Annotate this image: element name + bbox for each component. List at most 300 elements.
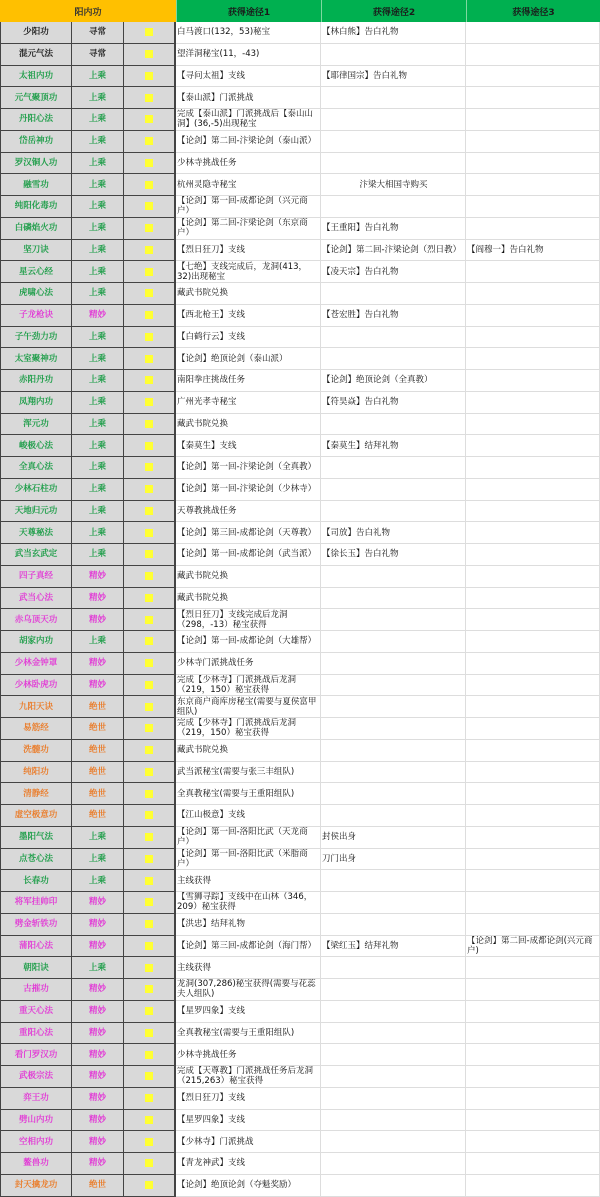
- table-row: [0, 1044, 600, 1066]
- table-row: [0, 740, 600, 762]
- table-row: [0, 479, 600, 501]
- skill-name: 空相内功: [0, 1131, 72, 1153]
- yellow-marker-icon: [145, 659, 153, 667]
- path2-cell: [321, 109, 466, 131]
- path1-cell: 【论剑】绝顶论剑（夺魁奖励）: [176, 1175, 321, 1197]
- marker-cell: [124, 348, 176, 370]
- marker-cell: [124, 892, 176, 914]
- path2-cell: [321, 1088, 466, 1110]
- yellow-marker-icon: [145, 855, 153, 863]
- skill-grade: 上乘: [72, 414, 124, 436]
- yellow-marker-icon: [145, 1051, 153, 1059]
- path1-cell: 少林寺挑战任务: [176, 153, 321, 175]
- yellow-marker-icon: [145, 985, 153, 993]
- table-row: [0, 979, 600, 1001]
- path3-cell: [466, 1001, 600, 1023]
- yellow-marker-icon: [145, 790, 153, 798]
- path1-cell: 【江山极意】支线: [176, 805, 321, 827]
- skill-name: 长春功: [0, 870, 72, 892]
- skill-grade: 绝世: [72, 740, 124, 762]
- path1-cell: 【论剑】第一回-成都论剑（兴元商户）: [176, 196, 321, 218]
- marker-cell: [124, 66, 176, 88]
- marker-cell: [124, 675, 176, 697]
- table-row: [0, 131, 600, 153]
- yellow-marker-icon: [145, 224, 153, 232]
- marker-cell: [124, 544, 176, 566]
- table-row: [0, 522, 600, 544]
- table-row: [0, 827, 600, 849]
- table-row: [0, 957, 600, 979]
- skill-name: 武当心法: [0, 588, 72, 610]
- skill-name: 太祖内功: [0, 66, 72, 88]
- path1-cell: 【寻问太祖】支线: [176, 66, 321, 88]
- path3-cell: [466, 1023, 600, 1045]
- skill-grade: 上乘: [72, 631, 124, 653]
- path3-cell: [466, 66, 600, 88]
- skill-name: 少林卧虎功: [0, 675, 72, 697]
- table-row: [0, 544, 600, 566]
- path3-cell: [466, 1175, 600, 1197]
- path2-cell: [321, 675, 466, 697]
- marker-cell: [124, 522, 176, 544]
- table-row: [0, 783, 600, 805]
- skill-name: 纯阳化毒功: [0, 196, 72, 218]
- table-row: [0, 1131, 600, 1153]
- path2-cell: [321, 566, 466, 588]
- path3-cell: [466, 218, 600, 240]
- path1-cell: 完成【少林寺】门派挑战后龙洞（219，150）秘宝获得: [176, 675, 321, 697]
- path3-cell: [466, 805, 600, 827]
- table-row: [0, 1023, 600, 1045]
- path2-cell: [321, 957, 466, 979]
- path1-cell: 望洋洞秘宝(11，-43): [176, 44, 321, 66]
- marker-cell: [124, 283, 176, 305]
- path3-cell: [466, 762, 600, 784]
- skill-grade: 精妙: [72, 1153, 124, 1175]
- path3-cell: [466, 783, 600, 805]
- table-row: [0, 240, 600, 262]
- path1-cell: 藏武书院兑换: [176, 740, 321, 762]
- skill-grade: 上乘: [72, 261, 124, 283]
- path1-cell: 广州光孝寺秘宝: [176, 392, 321, 414]
- table-row: [0, 609, 600, 631]
- table-row: [0, 457, 600, 479]
- path2-cell: 汴梁大相国寺购买: [321, 174, 466, 196]
- marker-cell: [124, 479, 176, 501]
- path2-cell: [321, 131, 466, 153]
- table-row: [0, 327, 600, 349]
- yellow-marker-icon: [145, 1138, 153, 1146]
- skill-grade: 精妙: [72, 609, 124, 631]
- path2-cell: 【论剑】第二回-汴梁论剑（烈日教）: [321, 240, 466, 262]
- marker-cell: [124, 827, 176, 849]
- skill-name: 看门罗汉功: [0, 1044, 72, 1066]
- path2-cell: 【林白熊】告白礼物: [321, 22, 466, 44]
- skill-grade: 寻常: [72, 44, 124, 66]
- path1-cell: 藏武书院兑换: [176, 588, 321, 610]
- marker-cell: [124, 1023, 176, 1045]
- table-row: [0, 870, 600, 892]
- path2-cell: [321, 283, 466, 305]
- yellow-marker-icon: [145, 1094, 153, 1102]
- table-row: [0, 87, 600, 109]
- path1-cell: 【烈日狂刀】支线: [176, 240, 321, 262]
- yellow-marker-icon: [145, 724, 153, 732]
- marker-cell: [124, 305, 176, 327]
- skill-name: 岱岳神功: [0, 131, 72, 153]
- skill-grade: 上乘: [72, 327, 124, 349]
- skill-name: 子龙枪诀: [0, 305, 72, 327]
- path1-cell: 白马渡口(132，53)秘宝: [176, 22, 321, 44]
- table-row: [0, 914, 600, 936]
- table-row: [0, 566, 600, 588]
- yellow-marker-icon: [145, 898, 153, 906]
- skill-grade: 精妙: [72, 914, 124, 936]
- skill-grade: 上乘: [72, 218, 124, 240]
- yellow-marker-icon: [145, 202, 153, 210]
- path1-cell: 【论剑】第三回-成都论剑（天尊教）: [176, 522, 321, 544]
- yellow-marker-icon: [145, 268, 153, 276]
- path2-cell: 封侯出身: [321, 827, 466, 849]
- path1-cell: 【七绝】支线完成后，龙洞(413，32)出现秘宝: [176, 261, 321, 283]
- yellow-marker-icon: [145, 594, 153, 602]
- path1-cell: 东京商户商库房秘宝(需要与夏侯富甲组队): [176, 696, 321, 718]
- path2-cell: [321, 653, 466, 675]
- path2-cell: [321, 1110, 466, 1132]
- path3-cell: [466, 588, 600, 610]
- path3-cell: [466, 1088, 600, 1110]
- skill-grade: 精妙: [72, 588, 124, 610]
- path3-cell: [466, 370, 600, 392]
- marker-cell: [124, 849, 176, 871]
- path1-cell: 【星罗四象】支线: [176, 1001, 321, 1023]
- path2-cell: [321, 327, 466, 349]
- marker-cell: [124, 631, 176, 653]
- path3-cell: [466, 153, 600, 175]
- path1-cell: 【雪狮寻踪】支线中在山林（346，209）秘宝获得: [176, 892, 321, 914]
- skill-grade: 精妙: [72, 675, 124, 697]
- path2-cell: [321, 979, 466, 1001]
- skill-name: 白磷焰火功: [0, 218, 72, 240]
- skill-name: 鳌兽功: [0, 1153, 72, 1175]
- yellow-marker-icon: [145, 181, 153, 189]
- path2-cell: 【司放】告白礼物: [321, 522, 466, 544]
- yellow-marker-icon: [145, 1159, 153, 1167]
- path1-cell: 全真教秘宝(需要与王重阳组队): [176, 1023, 321, 1045]
- skill-name: 坚刀诀: [0, 240, 72, 262]
- path2-cell: [321, 631, 466, 653]
- path3-cell: [466, 435, 600, 457]
- skill-name: 重阳心法: [0, 1023, 72, 1045]
- skill-grade: 上乘: [72, 370, 124, 392]
- table-row: [0, 762, 600, 784]
- path1-cell: 【论剑】第一回-汴梁论剑（少林寺）: [176, 479, 321, 501]
- table-row: [0, 196, 600, 218]
- path1-cell: 龙洞(307,286)秘宝获得(需要与花蕊夫人组队): [176, 979, 321, 1001]
- skill-name: 元气聚顶功: [0, 87, 72, 109]
- path3-cell: [466, 522, 600, 544]
- table-row: [0, 261, 600, 283]
- path1-cell: 少林寺门派挑战任务: [176, 653, 321, 675]
- table-row: [0, 348, 600, 370]
- marker-cell: [124, 370, 176, 392]
- skill-grade: 上乘: [72, 131, 124, 153]
- yellow-marker-icon: [145, 398, 153, 406]
- path1-cell: 主线获得: [176, 957, 321, 979]
- skill-name: 赤阳丹功: [0, 370, 72, 392]
- table-row: [0, 414, 600, 436]
- yellow-marker-icon: [145, 333, 153, 341]
- yellow-marker-icon: [145, 355, 153, 363]
- marker-cell: [124, 1088, 176, 1110]
- marker-cell: [124, 609, 176, 631]
- path3-cell: [466, 392, 600, 414]
- skill-grade: 上乘: [72, 348, 124, 370]
- table-row: [0, 936, 600, 958]
- path1-cell: 藏武书院兑换: [176, 566, 321, 588]
- path1-cell: 【青龙神武】支线: [176, 1153, 321, 1175]
- path2-cell: [321, 805, 466, 827]
- path3-cell: [466, 914, 600, 936]
- table-row: [0, 22, 600, 44]
- path2-cell: [321, 414, 466, 436]
- skill-grade: 上乘: [72, 957, 124, 979]
- yellow-marker-icon: [145, 572, 153, 580]
- path1-cell: 【泰山派】门派挑战: [176, 87, 321, 109]
- table-row: [0, 392, 600, 414]
- marker-cell: [124, 1066, 176, 1088]
- skill-name: 子午劲力功: [0, 327, 72, 349]
- path3-cell: 【论剑】第二回-成都论剑(兴元商户): [466, 936, 600, 958]
- skill-grade: 上乘: [72, 283, 124, 305]
- skill-name: 洗髓功: [0, 740, 72, 762]
- skill-name: 少林石柱功: [0, 479, 72, 501]
- yellow-marker-icon: [145, 376, 153, 384]
- skill-grade: 绝世: [72, 805, 124, 827]
- path3-cell: [466, 44, 600, 66]
- yellow-marker-icon: [145, 681, 153, 689]
- path1-cell: 完成【少林寺】门派挑战后龙洞（219，150）秘宝获得: [176, 718, 321, 740]
- marker-cell: [124, 653, 176, 675]
- skill-name: 清静经: [0, 783, 72, 805]
- table-row: [0, 153, 600, 175]
- table-row: [0, 696, 600, 718]
- yellow-marker-icon: [145, 1116, 153, 1124]
- path2-cell: [321, 588, 466, 610]
- skill-grade: 上乘: [72, 240, 124, 262]
- table-row: [0, 1153, 600, 1175]
- table-row: [0, 283, 600, 305]
- path2-cell: [321, 914, 466, 936]
- path2-cell: [321, 762, 466, 784]
- marker-cell: [124, 783, 176, 805]
- path3-cell: [466, 414, 600, 436]
- marker-cell: [124, 1001, 176, 1023]
- skill-grade: 绝世: [72, 1175, 124, 1197]
- yellow-marker-icon: [145, 72, 153, 80]
- yellow-marker-icon: [145, 463, 153, 471]
- path3-cell: [466, 653, 600, 675]
- skill-grade: 精妙: [72, 1044, 124, 1066]
- skill-grade: 上乘: [72, 87, 124, 109]
- skill-grade: 上乘: [72, 544, 124, 566]
- table-row: [0, 1001, 600, 1023]
- skill-grade: 精妙: [72, 936, 124, 958]
- table-row: [0, 44, 600, 66]
- path1-cell: 【论剑】第三回-成都论剑（海门帮）: [176, 936, 321, 958]
- skill-name: 墨阳气法: [0, 827, 72, 849]
- path2-cell: 【论剑】绝顶论剑（全真教）: [321, 370, 466, 392]
- path1-cell: 【论剑】第二回-汴梁论剑（泰山派）: [176, 131, 321, 153]
- yellow-marker-icon: [145, 115, 153, 123]
- path3-cell: [466, 131, 600, 153]
- yellow-marker-icon: [145, 637, 153, 645]
- marker-cell: [124, 457, 176, 479]
- path3-cell: [466, 283, 600, 305]
- yellow-marker-icon: [145, 1007, 153, 1015]
- path1-cell: 【洪忠】结拜礼物: [176, 914, 321, 936]
- path3-cell: [466, 696, 600, 718]
- marker-cell: [124, 153, 176, 175]
- skill-name: 胡家内功: [0, 631, 72, 653]
- marker-cell: [124, 870, 176, 892]
- table-body: [0, 22, 600, 1197]
- skill-name: 古摧功: [0, 979, 72, 1001]
- table-header: [0, 0, 600, 22]
- path1-cell: 少林寺挑战任务: [176, 1044, 321, 1066]
- path1-cell: 【烈日狂刀】支线: [176, 1088, 321, 1110]
- path2-cell: [321, 1044, 466, 1066]
- marker-cell: [124, 22, 176, 44]
- path1-cell: 【论剑】第一回-洛阳比武（米脂商户）: [176, 849, 321, 871]
- skill-name: 将军挂帅印: [0, 892, 72, 914]
- yellow-marker-icon: [145, 811, 153, 819]
- marker-cell: [124, 131, 176, 153]
- path2-cell: 【符昊焱】告白礼物: [321, 392, 466, 414]
- marker-cell: [124, 240, 176, 262]
- skill-grade: 上乘: [72, 849, 124, 871]
- table-row: [0, 805, 600, 827]
- yellow-marker-icon: [145, 289, 153, 297]
- skill-name: 重天心法: [0, 1001, 72, 1023]
- path3-cell: [466, 327, 600, 349]
- path2-cell: 【梁红玉】结拜礼物: [321, 936, 466, 958]
- path2-cell: 【耶律国宗】告白礼物: [321, 66, 466, 88]
- path2-cell: 【苍宏胜】告白礼物: [321, 305, 466, 327]
- skill-name: 混元气法: [0, 44, 72, 66]
- path2-cell: 【秦莫生】结拜礼物: [321, 435, 466, 457]
- yellow-marker-icon: [145, 746, 153, 754]
- path3-cell: [466, 979, 600, 1001]
- table-row: [0, 174, 600, 196]
- path3-cell: [466, 892, 600, 914]
- marker-cell: [124, 44, 176, 66]
- yellow-marker-icon: [145, 159, 153, 167]
- marker-cell: [124, 414, 176, 436]
- table-row: [0, 631, 600, 653]
- skill-grade: 上乘: [72, 392, 124, 414]
- table-row: [0, 501, 600, 523]
- skill-name: 劈金斩铁功: [0, 914, 72, 936]
- skill-name: 九阳天诀: [0, 696, 72, 718]
- path1-cell: 藏武书院兑换: [176, 283, 321, 305]
- skill-grade: 上乘: [72, 196, 124, 218]
- skill-grade: 上乘: [72, 522, 124, 544]
- path1-cell: 武当派秘宝(需要与张三丰组队): [176, 762, 321, 784]
- path2-cell: [321, 501, 466, 523]
- yellow-marker-icon: [145, 507, 153, 515]
- skill-name: 天尊秘法: [0, 522, 72, 544]
- path1-cell: 南阳拳庄挑战任务: [176, 370, 321, 392]
- skill-name: 虎啸心法: [0, 283, 72, 305]
- yellow-marker-icon: [145, 877, 153, 885]
- skill-name: 赤乌顶天功: [0, 609, 72, 631]
- skill-grade: 绝世: [72, 718, 124, 740]
- path3-cell: [466, 261, 600, 283]
- path2-cell: [321, 348, 466, 370]
- yellow-marker-icon: [145, 833, 153, 841]
- skill-name: 少阳功: [0, 22, 72, 44]
- path3-cell: [466, 305, 600, 327]
- path2-cell: [321, 718, 466, 740]
- skill-grade: 精妙: [72, 1066, 124, 1088]
- path3-cell: [466, 675, 600, 697]
- marker-cell: [124, 936, 176, 958]
- marker-cell: [124, 1153, 176, 1175]
- marker-cell: [124, 87, 176, 109]
- path2-cell: [321, 479, 466, 501]
- path3-cell: [466, 501, 600, 523]
- skill-grade: 上乘: [72, 457, 124, 479]
- path3-cell: [466, 740, 600, 762]
- skill-name: 凤翔内功: [0, 392, 72, 414]
- path3-cell: [466, 544, 600, 566]
- yellow-marker-icon: [145, 311, 153, 319]
- path2-cell: [321, 87, 466, 109]
- path3-cell: [466, 1131, 600, 1153]
- marker-cell: [124, 196, 176, 218]
- path3-cell: [466, 1044, 600, 1066]
- path3-cell: [466, 827, 600, 849]
- table-row: [0, 675, 600, 697]
- path3-cell: [466, 1110, 600, 1132]
- skill-name: 少林金钟罩: [0, 653, 72, 675]
- path2-cell: [321, 870, 466, 892]
- skill-grade: 上乘: [72, 827, 124, 849]
- yellow-marker-icon: [145, 420, 153, 428]
- path1-cell: 【论剑】第一回-洛阳比武（天龙商户）: [176, 827, 321, 849]
- table-row: [0, 218, 600, 240]
- path3-cell: [466, 1153, 600, 1175]
- yellow-marker-icon: [145, 50, 153, 58]
- table-row: [0, 1175, 600, 1197]
- marker-cell: [124, 718, 176, 740]
- path1-cell: 【白鹤行云】支线: [176, 327, 321, 349]
- skill-name: 罗汉铜人功: [0, 153, 72, 175]
- skill-grade: 绝世: [72, 762, 124, 784]
- skill-name: 太室聚神功: [0, 348, 72, 370]
- skill-grade: 上乘: [72, 66, 124, 88]
- path1-cell: 【少林寺】门派挑战: [176, 1131, 321, 1153]
- path1-cell: 【论剑】第一回-成都论剑（武当派）: [176, 544, 321, 566]
- path2-cell: [321, 1023, 466, 1045]
- skill-grade: 精妙: [72, 1088, 124, 1110]
- marker-cell: [124, 957, 176, 979]
- skill-grade: 上乘: [72, 435, 124, 457]
- skill-grade: 上乘: [72, 501, 124, 523]
- path3-cell: 【阎穆一】告白礼物: [466, 240, 600, 262]
- skill-name: 点苍心法: [0, 849, 72, 871]
